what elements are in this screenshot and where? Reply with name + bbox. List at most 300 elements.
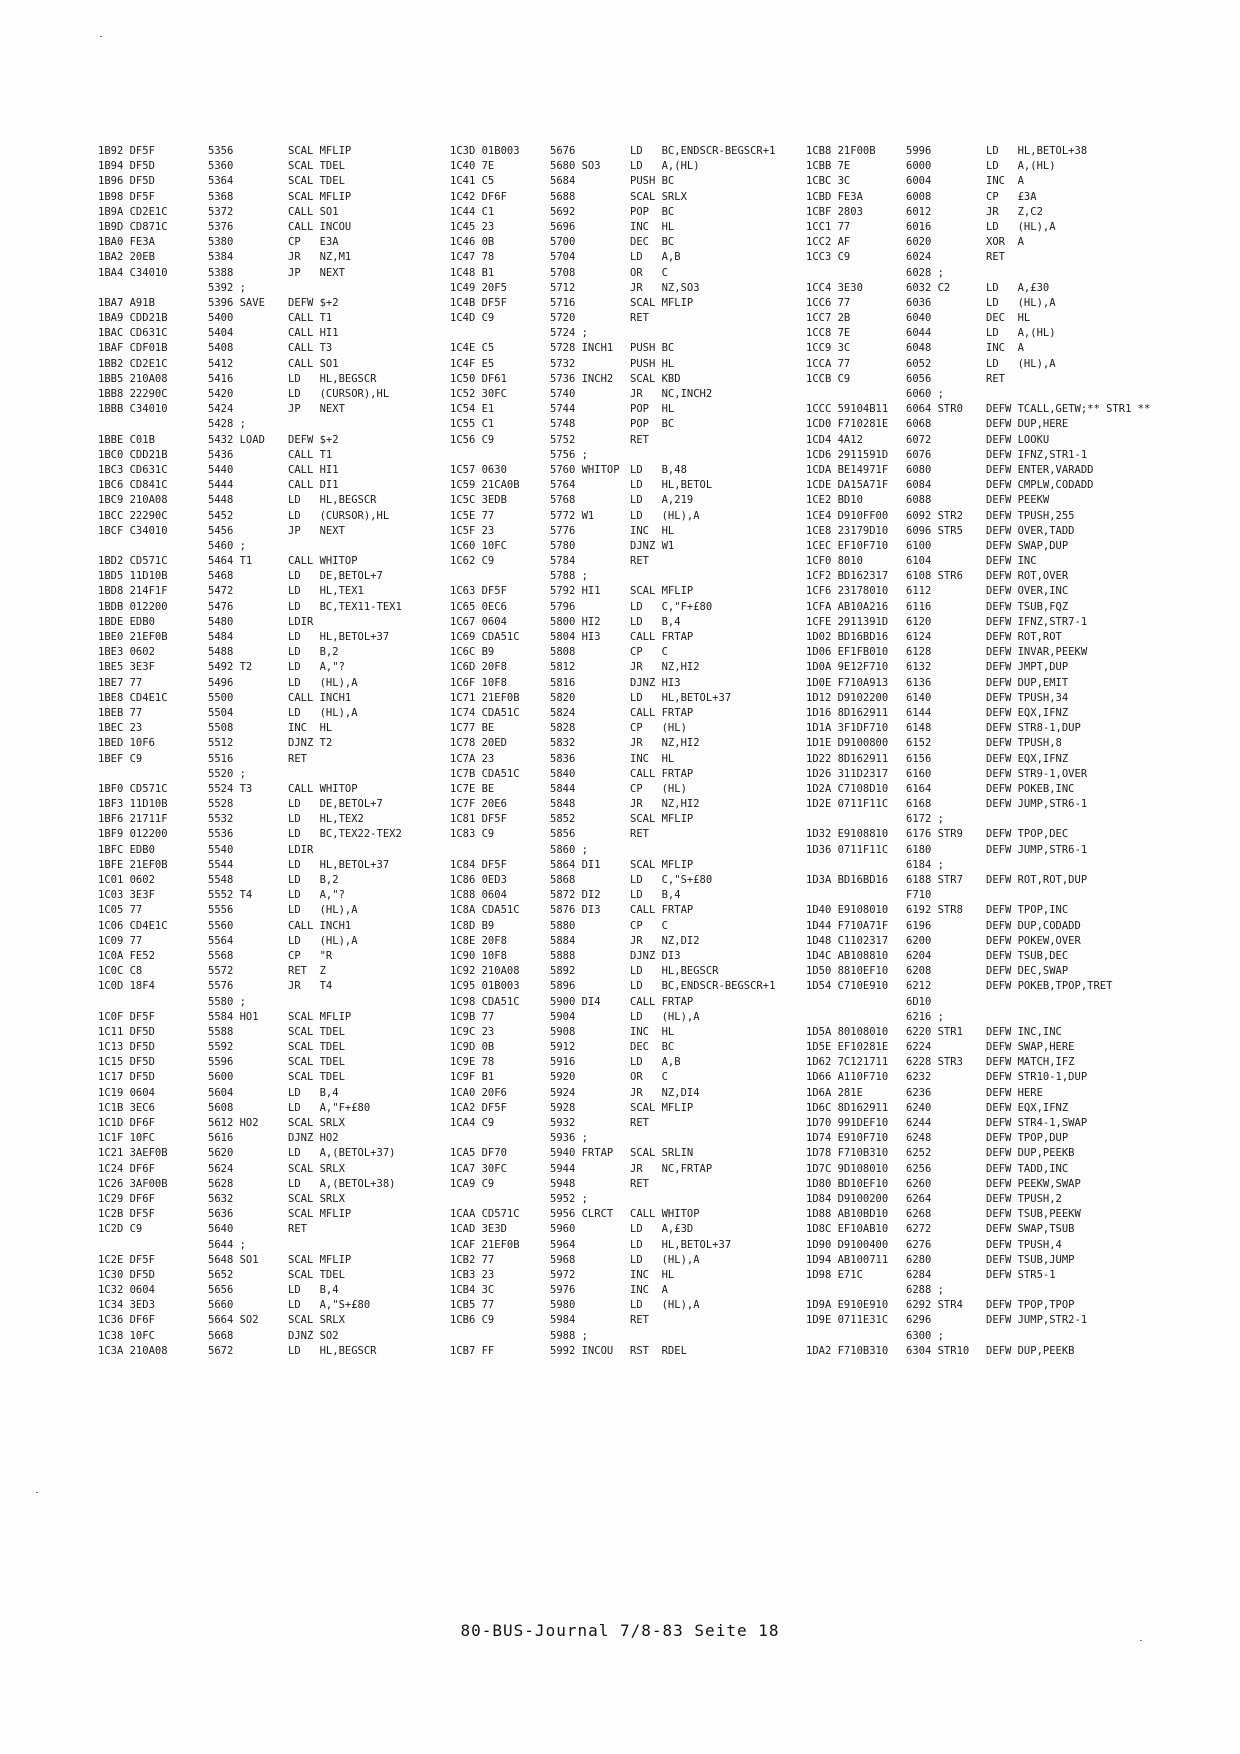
line-number-label-field: 6112 [906,585,932,598]
instruction-field: LD (HL),A [986,357,1056,370]
instruction-field: INC HL [288,722,333,735]
instruction-field: DEFW TPOP,DUP [986,1132,1069,1145]
address-hex-field: 1CB8 21F00B [806,145,876,157]
address-hex-field: 1BE7 77 [98,676,143,689]
line-number-label-field: 5544 [208,858,234,871]
instruction-field: SCAL SRLX [288,1117,345,1129]
address-hex-field: 1D2A C7108D10 [806,782,889,795]
instruction-field: LD (HL),A [986,220,1056,233]
instruction-field: LD A,(BETOL+38) [288,1177,396,1190]
line-number-label-field: 6168 [906,798,932,811]
address-hex-field: 1C86 0ED3 [450,874,507,886]
instruction-field: CALL HI1 [288,463,339,476]
address-hex-field: 1CA0 20F6 [450,1086,507,1099]
instruction-field: LD C,"S+£80 [630,874,713,886]
instruction-field: CP C [630,919,668,932]
line-number-label-field: 6140 [906,691,932,704]
line-number-label-field: 5724 ; [550,327,588,340]
instruction-field: LD HL,BEGSCR [630,965,719,978]
line-number-label-field: 6144 [906,706,932,719]
instruction-field: DEFW SWAP,HERE [986,1041,1075,1054]
instruction-field: SCAL SRLX [630,190,687,203]
instruction-field: RET [630,1117,649,1129]
line-number-label-field: 5552 T4 [208,889,253,902]
line-number-label-field: 5736 INCH2 [550,372,614,385]
address-hex-field: 1BCC 22290C [98,509,168,522]
line-number-label-field: 5704 [550,251,576,264]
line-number-label-field: 6252 [906,1147,932,1160]
address-hex-field: 1C88 0604 [450,889,507,902]
line-number-label-field: 5880 [550,919,576,932]
instruction-field: LD A,(BETOL+37) [288,1147,396,1160]
instruction-field: CALL WHITOP [288,555,358,568]
address-hex-field: 1CAA CD571C [450,1208,520,1221]
line-number-label-field: 6048 [906,342,932,355]
line-number-label-field: 6172 ; [906,813,944,826]
instruction-field: LD HL,BETOL+37 [630,1238,732,1251]
address-hex-field: 1C0A FE52 [98,949,155,962]
address-hex-field: 1BE0 21EF0B [98,631,168,643]
line-number-label-field: 6208 [906,965,932,978]
address-hex-field: 1D7C 9D108010 [806,1162,889,1175]
address-hex-field: 1BD2 CD571C [98,555,168,568]
instruction-field: DEFW ROT,ROT,DUP [986,874,1088,886]
line-number-label-field: 5396 SAVE [208,296,265,309]
instruction-field: DEFW TPUSH,255 [986,509,1075,522]
address-hex-field: 1C98 CDA51C [450,995,520,1008]
instruction-field: LD HL,BETOL+37 [630,691,732,704]
instruction-field: CALL FRTAP [630,767,694,780]
instruction-field: LD HL,BETOL+38 [986,145,1088,157]
instruction-field: DEFW INC,INC [986,1025,1062,1038]
address-hex-field: 1C71 21EF0B [450,691,520,704]
line-number-label-field: 5432 LOAD [208,433,265,446]
instruction-field: RET [986,251,1005,264]
instruction-field: CP "R [288,949,333,962]
address-hex-field: 1D66 A110F710 [806,1071,889,1084]
instruction-field: LD B,2 [288,874,339,886]
line-number-label-field: 6180 [906,843,932,856]
line-number-label-field: 5524 T3 [208,782,253,795]
instruction-field: DEFW TPOP,INC [986,904,1069,917]
instruction-field: LD (HL),A [630,1253,700,1266]
instruction-field: RET [630,433,649,446]
address-hex-field: 1BC0 CDD21B [98,448,168,461]
line-number-label-field: 5540 [208,843,234,856]
instruction-field: RET [630,555,649,568]
address-hex-field: 1BE3 0602 [98,646,155,659]
instruction-field: INC HL [630,1025,675,1038]
line-number-label-field: 5996 [906,145,932,157]
address-hex-field: 1C01 0602 [98,874,155,886]
address-hex-field: 1C32 0604 [98,1284,155,1297]
instruction-field: LD B,2 [288,646,339,659]
instruction-field: LD B,4 [288,1284,339,1297]
line-number-label-field: 5824 [550,706,576,719]
address-hex-field: 1CC4 3E30 [806,281,863,294]
instruction-field: CALL HI1 [288,327,339,340]
line-number-label-field: 6100 [906,539,932,552]
instruction-field: LD A,(HL) [986,327,1056,340]
instruction-field: CALL T1 [288,312,333,325]
line-number-label-field: 5680 SO3 [550,160,601,173]
address-hex-field: 1C40 7E [450,160,495,173]
instruction-field: SCAL TDEL [288,160,345,173]
line-number-label-field: 5636 [208,1208,234,1221]
line-number-label-field: F710 [906,889,932,902]
instruction-field: LD A,£3D [630,1223,694,1236]
instruction-field: PUSH HL [630,357,675,370]
instruction-field: DEFW MATCH,IFZ [986,1056,1075,1069]
instruction-field: INC HL [630,524,675,537]
line-number-label-field: 6212 [906,980,932,993]
instruction-field: DEFW TPOP,DEC [986,828,1069,841]
address-hex-field: 1BBB C34010 [98,403,168,416]
line-number-label-field: 5384 [208,251,234,264]
line-number-label-field: 6300 ; [906,1329,944,1342]
instruction-field: RET [630,828,649,841]
address-hex-field: 1BA4 C34010 [98,266,168,279]
instruction-field: CALL SO1 [288,205,339,218]
line-number-label-field: 5792 HI1 [550,585,601,598]
instruction-field: DEFW OVER,TADD [986,524,1075,537]
instruction-field: SCAL TDEL [288,1071,345,1084]
address-hex-field: 1CA7 30FC [450,1162,507,1175]
instruction-field: LD A,"? [288,889,345,902]
line-number-label-field: 6116 [906,600,932,613]
line-number-label-field: 5856 [550,828,576,841]
address-hex-field: 1C11 DF5D [98,1025,155,1038]
address-hex-field: 1C60 10FC [450,539,507,552]
address-hex-field: 1D40 E9108010 [806,904,889,917]
address-hex-field: 1C9B 77 [450,1010,495,1023]
address-hex-field: 1DA2 F710B310 [806,1344,889,1357]
address-hex-field: 1C41 C5 [450,175,495,188]
address-hex-field: 1BED 10F6 [98,737,155,750]
instruction-field: RET [288,752,307,765]
line-number-label-field: 5368 [208,190,234,203]
address-hex-field: 1BA9 CDD21B [98,312,168,325]
address-hex-field: 1B96 DF5D [98,175,155,188]
line-number-label-field: 6228 STR3 [906,1056,963,1069]
line-number-label-field: 5592 [208,1041,234,1054]
line-number-label-field: 5764 [550,479,576,492]
address-hex-field: 1C62 C9 [450,555,495,568]
line-number-label-field: 6152 [906,737,932,750]
line-number-label-field: 5360 [208,160,234,173]
instruction-field: SCAL TDEL [288,175,345,188]
line-number-label-field: 5412 [208,357,234,370]
address-hex-field: 1D9E 0711E31C [806,1314,889,1327]
instruction-field: CALL INCH1 [288,691,352,704]
instruction-field: LD A,(HL) [630,160,700,173]
instruction-field: SCAL SRLX [288,1192,345,1205]
line-number-label-field: 5784 [550,555,576,568]
line-number-label-field: 5904 [550,1010,576,1023]
address-hex-field: 1BF6 21711F [98,813,168,826]
line-number-label-field: 5972 [550,1268,576,1281]
address-hex-field: 1C09 77 [98,934,143,947]
instruction-field: LD A,"F+£80 [288,1101,371,1114]
line-number-label-field: 5800 HI2 [550,615,601,628]
address-hex-field: 1CDE DA15A71F [806,479,889,492]
address-hex-field: 1D62 7C121711 [806,1056,889,1069]
instruction-field: DEC BC [630,1041,675,1054]
line-number-label-field: 6240 [906,1101,932,1114]
line-number-label-field: 6288 ; [906,1284,944,1297]
address-hex-field: 1CE4 D910FF00 [806,509,889,522]
address-hex-field: 1D9A E910E910 [806,1299,889,1312]
address-hex-field: 1CFE 2911391D [806,615,889,628]
address-hex-field: 1BB8 22290C [98,388,168,400]
line-number-label-field: 5664 SO2 [208,1314,259,1327]
address-hex-field: 1D26 311D2317 [806,767,889,780]
line-number-label-field: 5416 [208,372,234,385]
instruction-field: LD HL,BEGSCR [288,1344,377,1357]
line-number-label-field: 5440 [208,463,234,476]
address-hex-field: 1BEB 77 [98,706,143,719]
instruction-field: DEFW DUP,CODADD [986,919,1081,932]
line-number-label-field: 6060 ; [906,388,944,400]
instruction-field: SCAL MFLIP [630,858,694,871]
instruction-field: DEFW EQX,IFNZ [986,1101,1069,1114]
address-hex-field: 1BAF CDF01B [98,342,168,355]
line-number-label-field: 6304 STR10 [906,1344,970,1357]
instruction-field: CALL FRTAP [630,995,694,1008]
instruction-field: LD A,219 [630,494,694,507]
instruction-field: DEFW JMPT,DUP [986,661,1069,674]
line-number-label-field: 5896 [550,980,576,993]
instruction-field: SCAL TDEL [288,1268,345,1281]
address-hex-field: 1C81 DF5F [450,813,507,826]
instruction-field: SCAL MFLIP [630,585,694,598]
address-hex-field: 1C44 C1 [450,205,495,218]
line-number-label-field: 5884 [550,934,576,947]
address-hex-field: 1CAD 3E3D [450,1223,507,1236]
line-number-label-field: 5836 [550,752,576,765]
line-number-label-field: 6136 [906,676,932,689]
instruction-field: LD A,B [630,1056,681,1069]
instruction-field: INC A [986,342,1024,355]
line-number-label-field: 6244 [906,1117,932,1129]
address-hex-field: 1C4D C9 [450,312,495,325]
address-hex-field: 1BA0 FE3A [98,236,155,249]
instruction-field: DEFW JUMP,STR6-1 [986,843,1088,856]
line-number-label-field: 5908 [550,1025,576,1038]
line-number-label-field: 5596 [208,1056,234,1069]
instruction-field: RET [288,1223,307,1236]
address-hex-field: 1C0F DF5F [98,1010,155,1023]
instruction-field: SCAL SRLIN [630,1147,694,1160]
line-number-label-field: 5752 [550,433,576,446]
address-hex-field: 1C8E 20F8 [450,934,507,947]
instruction-field: CALL T3 [288,342,333,355]
line-number-label-field: 5732 [550,357,576,370]
line-number-label-field: 5600 [208,1071,234,1084]
address-hex-field: 1CB4 3C [450,1284,495,1297]
instruction-field: DEFW STR9-1,OVER [986,767,1088,780]
address-hex-field: 1C45 23 [450,220,495,233]
line-number-label-field: 5612 HO2 [208,1117,259,1129]
address-hex-field: 1C77 BE [450,722,495,735]
address-hex-field: 1D32 E9108810 [806,828,889,841]
line-number-label-field: 5560 [208,919,234,932]
line-number-label-field: 6044 [906,327,932,340]
address-hex-field: 1C5F 23 [450,524,495,537]
address-hex-field: 1CCB C9 [806,372,851,385]
instruction-field: SCAL MFLIP [288,145,352,157]
line-number-label-field: 5828 [550,722,576,735]
address-hex-field: 1C2D C9 [98,1223,143,1236]
instruction-field: RET [630,312,649,325]
instruction-field: CP E3A [288,236,339,249]
line-number-label-field: 6264 [906,1192,932,1205]
line-number-label-field: 5468 [208,570,234,583]
address-hex-field: 1C55 C1 [450,418,495,431]
instruction-field: LD (CURSOR),HL [288,509,390,522]
instruction-field: SCAL MFLIP [630,813,694,826]
address-hex-field: 1C21 3AEF0B [98,1147,168,1160]
instruction-field: DEFW SWAP,DUP [986,539,1069,552]
line-number-label-field: 6052 [906,357,932,370]
instruction-field: SCAL TDEL [288,1041,345,1054]
instruction-field: DJNZ T2 [288,737,333,750]
line-number-label-field: 6056 [906,372,932,385]
instruction-field: DEFW TPUSH,8 [986,737,1062,750]
line-number-label-field: 5888 [550,949,576,962]
address-hex-field: 1C0D 18F4 [98,980,155,993]
instruction-field: JR NZ,HI2 [630,737,700,750]
address-hex-field: 1C4B DF5F [450,296,507,309]
line-number-label-field: 5708 [550,266,576,279]
line-number-label-field: 5548 [208,874,234,886]
line-number-label-field: 5448 [208,494,234,507]
instruction-field: LD C,"F+£80 [630,600,713,613]
instruction-field: LD B,4 [630,615,681,628]
instruction-field: INC HL [630,220,675,233]
address-hex-field: 1BBE C01B [98,433,155,446]
instruction-field: JR NZ,DI4 [630,1086,700,1099]
line-number-label-field: 6296 [906,1314,932,1327]
address-hex-field: 1CC9 3C [806,342,851,355]
instruction-field: DEFW TCALL,GETW;** STR1 ** [986,403,1151,416]
instruction-field: DEFW TSUB,PEEKW [986,1208,1081,1221]
instruction-field: JP NEXT [288,403,345,416]
line-number-label-field: 6016 [906,220,932,233]
line-number-label-field: 5848 [550,798,576,811]
address-hex-field: 1CBC 3C [806,175,851,188]
instruction-field: DEFW JUMP,STR6-1 [986,798,1088,811]
address-hex-field: 1BEC 23 [98,722,143,735]
line-number-label-field: 6188 STR7 [906,874,963,886]
address-hex-field: 1B9D CD871C [98,220,168,233]
instruction-field: CP £3A [986,190,1037,203]
address-hex-field: 1BB5 210A08 [98,372,168,385]
address-hex-field: 1CB7 FF [450,1344,495,1357]
address-hex-field: 1C7F 20E6 [450,798,507,811]
instruction-field: CP (HL) [630,782,687,795]
instruction-field: LD B,4 [288,1086,339,1099]
line-number-label-field: 6132 [906,661,932,674]
line-number-label-field: 5500 [208,691,234,704]
instruction-field: LD (HL),A [288,934,358,947]
address-hex-field: 1C59 21CA0B [450,479,520,492]
instruction-field: DEFW EQX,IFNZ [986,752,1069,765]
line-number-label-field: 5392 ; [208,281,246,294]
address-hex-field: 1C90 10F8 [450,949,507,962]
line-number-label-field: 5616 [208,1132,234,1145]
instruction-field: SCAL MFLIP [288,1010,352,1023]
instruction-field: SCAL SRLX [288,1162,345,1175]
address-hex-field: 1C4F E5 [450,357,495,370]
address-hex-field: 1D84 D9100200 [806,1192,889,1205]
line-number-label-field: 5364 [208,175,234,188]
address-hex-field: 1C9E 78 [450,1056,495,1069]
line-number-label-field: 6284 [906,1268,932,1281]
instruction-field: DJNZ SO2 [288,1329,339,1342]
instruction-field: JP NEXT [288,524,345,537]
instruction-field: DEFW STR10-1,DUP [986,1071,1088,1084]
line-number-label-field: 5916 [550,1056,576,1069]
line-number-label-field: 6156 [906,752,932,765]
instruction-field: SCAL MFLIP [630,1101,694,1114]
address-hex-field: 1CD4 4A12 [806,433,863,446]
instruction-field: DJNZ HI3 [630,676,681,689]
line-number-label-field: 5628 [208,1177,234,1190]
address-hex-field: 1BFC EDB0 [98,843,155,856]
line-number-label-field: 5652 [208,1268,234,1281]
line-number-label-field: 5564 [208,934,234,947]
instruction-field: DEFW $+2 [288,296,339,309]
address-hex-field: 1D8C EF10AB10 [806,1223,889,1236]
line-number-label-field: 5460 ; [208,539,246,552]
instruction-field: JR NZ,HI2 [630,661,700,674]
instruction-field: DEFW TSUB,DEC [986,949,1069,962]
address-hex-field: 1CA9 C9 [450,1177,495,1190]
address-hex-field: 1C95 01B003 [450,980,520,993]
address-hex-field: 1CC7 2B [806,312,851,325]
line-number-label-field: 6200 [906,934,932,947]
instruction-field: LD A,(HL) [986,160,1056,173]
line-number-label-field: 5504 [208,706,234,719]
instruction-field: DEFW DUP,EMIT [986,676,1069,689]
line-number-label-field: 5624 [208,1162,234,1175]
instruction-field: DEFW TPOP,TPOP [986,1299,1075,1312]
address-hex-field: 1CA4 C9 [450,1117,495,1129]
line-number-label-field: 5932 [550,1117,576,1129]
line-number-label-field: 5656 [208,1284,234,1297]
line-number-label-field: 5556 [208,904,234,917]
instruction-field: LD DE,BETOL+7 [288,798,383,811]
line-number-label-field: 6164 [906,782,932,795]
line-number-label-field: 6064 STR0 [906,403,963,416]
address-hex-field: 1D4C AB108810 [806,949,889,962]
address-hex-field: 1CB2 77 [450,1253,495,1266]
line-number-label-field: 6012 [906,205,932,218]
instruction-field: DEFW TSUB,FQZ [986,600,1069,613]
address-hex-field: 1C19 0604 [98,1086,155,1099]
line-number-label-field: 5976 [550,1284,576,1297]
line-number-label-field: 5964 [550,1238,576,1251]
instruction-field: CP (HL) [630,722,687,735]
instruction-field: RET [630,1314,649,1327]
address-hex-field: 1C1D DF6F [98,1117,155,1129]
line-number-label-field: 6088 [906,494,932,507]
address-hex-field: 1D78 F710B310 [806,1147,889,1160]
instruction-field: CALL DI1 [288,479,339,492]
line-number-label-field: 5956 CLRCT [550,1208,614,1221]
line-number-label-field: 6D10 [906,995,932,1008]
